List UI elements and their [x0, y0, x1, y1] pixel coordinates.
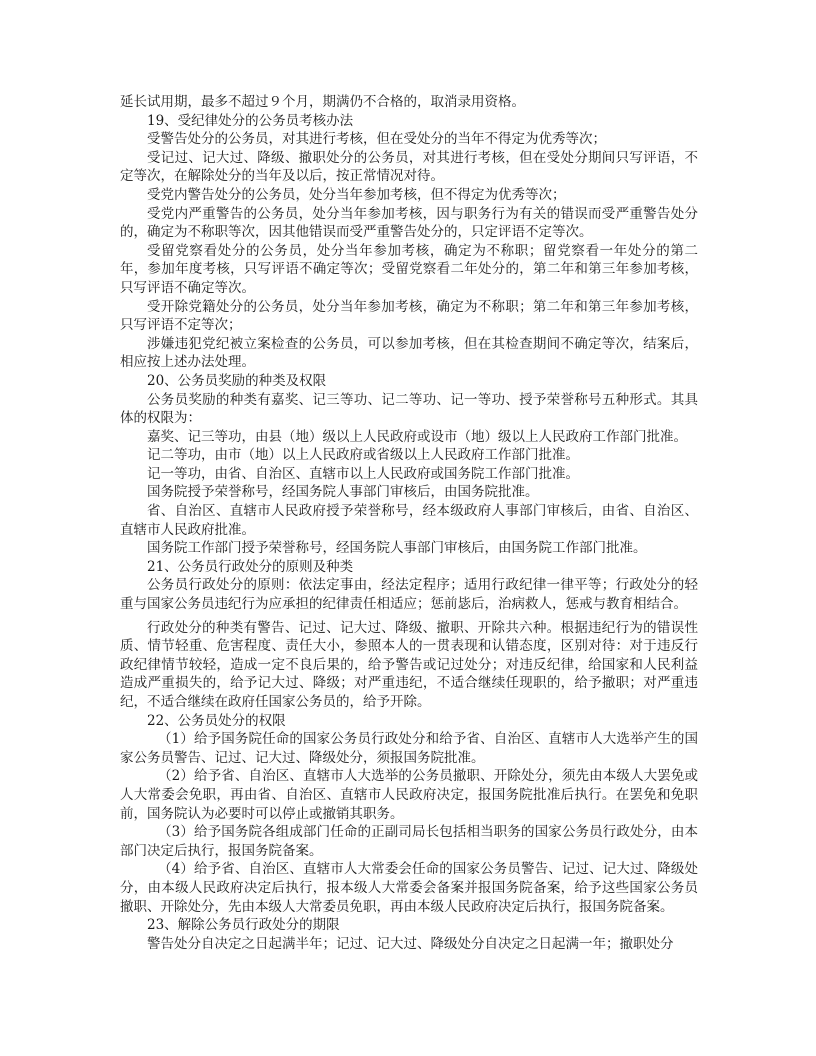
paragraph-20-6: 省、自治区、直辖市人民政府授予荣誉称号，经本级政府人事部门审核后，由省、自治区、直辖市人民政府批准。 [120, 503, 698, 538]
paragraph-19-5: 受留党察看处分的公务员，处分当年参加考核，确定为不称职；留党察看一年处分的第二年，参加年度考核，只写评语不确定等次；受留党察看二年处分的，第二年和第三年参加考核，只写评语不确定等次。 [120, 242, 698, 296]
paragraph-1: 延长试用期，最多不超过９个月，期满仍不合格的，取消录用资格。 [120, 94, 525, 110]
paragraph-20-5: 国务院授予荣誉称号，经国务院人事部门审核后，由国务院批准。 [147, 484, 539, 501]
paragraph-22-2: （2）给予省、自治区、直辖市人大选举的公务员撤职、开除处分，须先由本级人大罢免或人大常委会免职，再由省、自治区、直辖市人民政府决定，报国务院批准后执行。在罢免和免职前，国务院认为必要时可以停止或撤销其职务。 [120, 768, 698, 822]
paragraph-22-4: （4）给予省、自治区、直辖市人大常委会任命的国家公务员警告、记过、记大过、降级处分，由本级人民政府决定后执行，报本级人大常委会备案并报国务院备案，给予这些国家公务员撤职、开除处分，先由本级人大常委员免职，再由本级人民政府决定后执行，报国务院备案。 [120, 861, 698, 915]
paragraph-23-1: 警告处分自决定之日起满半年；记过、记大过、降级处分自决定之日起满一年；撤职处分 [147, 935, 674, 952]
section-heading-23: 23、解除公务员行政处分的期限 [147, 917, 340, 934]
paragraph-21-1: 公务员行政处分的原则：依法定事由，经法定程序；适用行政纪律一律平等；行政处分的轻重与国家公务员违纪行为应承担的纪律责任相适应；惩前毖后，治病救人，惩戒与教育相结合。 [120, 577, 698, 613]
paragraph-19-2: 受记过、记大过、降级、撤职处分的公务员，对其进行考核，但在受处分期间只写评语，不定等次，在解除处分的当年及以后，按正常情况对待。 [120, 149, 698, 185]
paragraph-20-7: 国务院工作部门授予荣誉称号，经国务院人事部门审核后，由国务院工作部门批准。 [147, 540, 647, 557]
paragraph-20-4: 记一等功，由省、自治区、直辖市以上人民政府或国务院工作部门批准。 [147, 465, 579, 482]
section-heading-19: 19、受纪律处分的公务员考核办法 [147, 112, 354, 129]
paragraph-22-3: （3）给予国务院各组成部门任命的正副司局长包括相当职务的国家公务员行政处分，由本部门决定后执行，报国务院备案。 [120, 824, 698, 859]
section-heading-20: 20、公务员奖励的种类及权限 [147, 372, 327, 389]
paragraph-19-7: 涉嫌违犯党纪被立案检查的公务员，可以参加考核，但在其检查期间不确定等次，结案后，相应按上述办法处理。 [120, 335, 698, 371]
document-page [120, 93, 698, 953]
paragraph-20-1: 公务员奖励的种类有嘉奖、记三等功、记二等功、记一等功、授予荣誉称号五种形式。其具体的权限为： [120, 391, 698, 427]
paragraph-20-2: 嘉奖、记三等功，由县（地）级以上人民政府或设市（地）级以上人民政府工作部门批准。 [147, 428, 687, 445]
paragraph-19-6: 受开除党籍处分的公务员，处分当年参加考核，确定为不称职；第二年和第三年参加考核，只写评语不定等次； [120, 298, 698, 334]
paragraph-20-3: 记二等功，由市（地）以上人民政府或省级以上人民政府工作部门批准。 [147, 447, 579, 464]
section-heading-21: 21、公务员行政处分的原则及种类 [147, 558, 354, 575]
paragraph-21-2: 行政处分的种类有警告、记过、记大过、降级、撤职、开除共六种。根据违纪行为的错误性质、情节轻重、危害程度、责任大小，参照本人的一贯表现和认错态度，区别对待：对于违反行政纪律情节较轻，造成一定不良后果的，给予警告或记过处分；对违反纪律，给国家和人民利益造成严重损失的，给予记大过、降级；对严重违纪，不适合继续任现职的，给予撤职；对严重违纪，不适合继续在政府任国家公务员的，给予开除。 [120, 619, 698, 710]
section-heading-22: 22、公务员处分的权限 [147, 712, 286, 729]
paragraph-19-3: 受党内警告处分的公务员，处分当年参加考核，但不得定为优秀等次； [147, 186, 566, 203]
paragraph-19-1: 受警告处分的公务员，对其进行考核，但在受处分的当年不得定为优秀等次； [147, 131, 606, 148]
paragraph-22-1: （1）给予国务院任命的国家公务员行政处分和给予省、自治区、直辖市人大选举产生的国家公务员警告、记过、记大过、降级处分，须报国务院批准。 [120, 731, 698, 766]
paragraph-19-4: 受党内严重警告的公务员，处分当年参加考核，因与职务行为有关的错误而受严重警告处分的，确定为不称职等次，因其他错误而受严重警告处分的，只定评语不定等次。 [120, 205, 698, 241]
